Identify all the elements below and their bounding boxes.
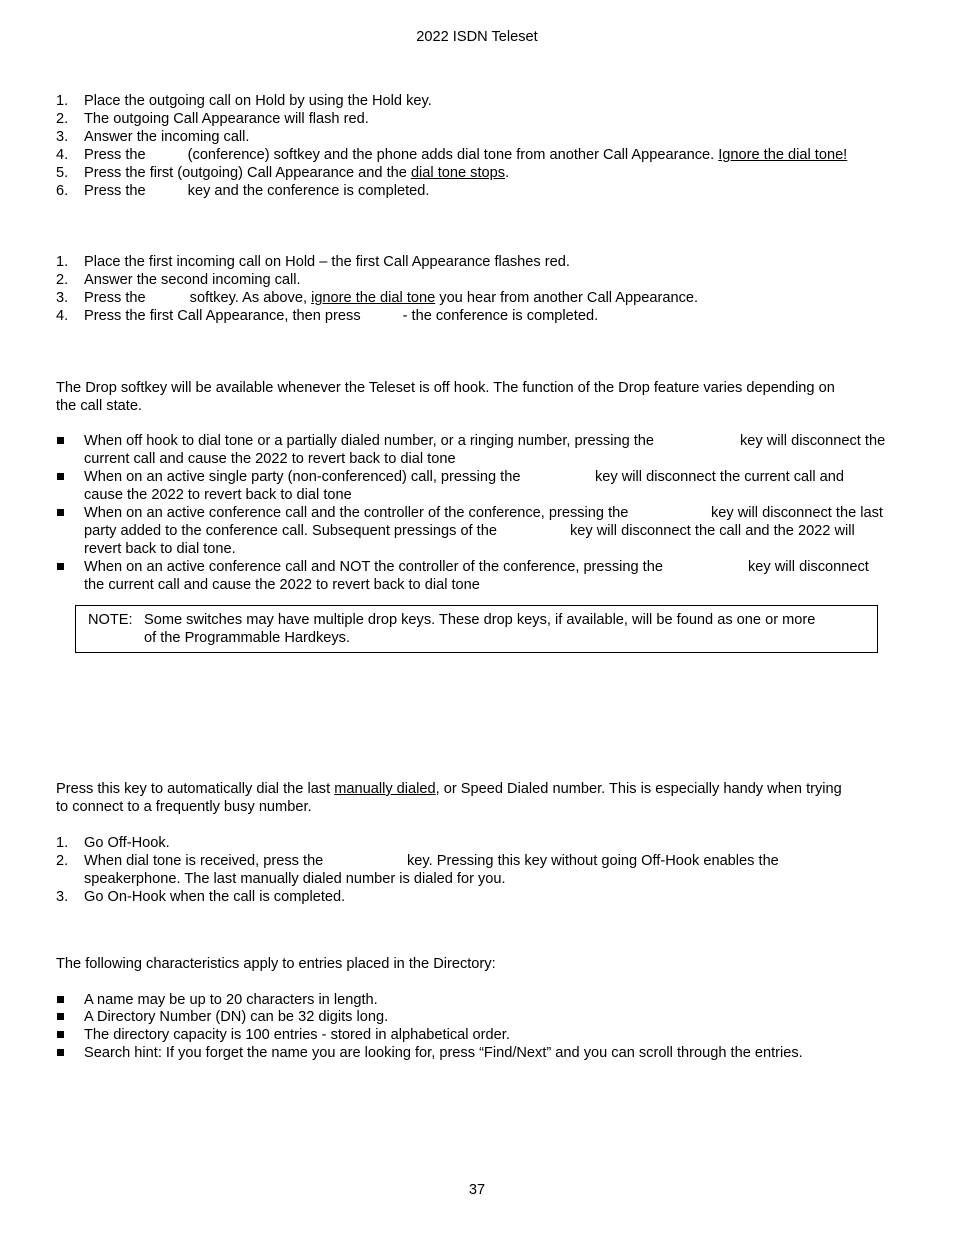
step-number: 5. — [56, 165, 69, 181]
step-number: 1. — [56, 254, 69, 270]
page-number: 37 — [468, 1182, 486, 1198]
step-number: 4. — [56, 147, 69, 163]
underlined-emphasis: manually dialed — [334, 781, 436, 797]
bullet-text: Search hint: If you forget the name you are looking for, press “Find/Next” and you can scroll through the entries. — [84, 1045, 803, 1061]
step-text — [84, 146, 847, 164]
step-text — [84, 307, 598, 325]
redial-intro-line — [56, 780, 842, 798]
underlined-emphasis: ignore the dial tone — [311, 290, 436, 306]
note-text: Some switches may have multiple drop keys. These drop keys, if available, will be found as one or more — [144, 612, 816, 628]
step-text: Place the first incoming call on Hold – the first Call Appearance flashes red. — [84, 254, 570, 270]
drop-intro-line: the call state. — [56, 398, 142, 414]
step-text: key. Pressing this key without going Off-Hook enables the — [407, 853, 779, 869]
underlined-emphasis: dial tone stops — [410, 165, 506, 181]
bullet-text: key will disconnect the last — [711, 505, 883, 521]
bullet-text: key will disconnect — [748, 559, 869, 575]
bullet-text: the current call and cause the 2022 to revert back to dial tone — [84, 577, 480, 593]
bullet-marker — [57, 509, 64, 516]
step-text: When dial tone is received, press the — [84, 853, 324, 869]
step-text: speakerphone. The last manually dialed number is dialed for you. — [84, 871, 506, 887]
step-text-part: you hear from another Call Appearance. — [435, 290, 699, 306]
step-text — [84, 289, 698, 307]
step-text-part: Press the first Call Appearance, then press — [84, 308, 361, 324]
step-text-part: key and the conference is completed. — [187, 183, 430, 199]
step-text-part: - the conference is completed. — [402, 308, 599, 324]
bullet-text: When on an active conference call and NOT the controller of the conference, pressing the — [84, 559, 663, 575]
note-box — [75, 605, 878, 653]
step-text-part: softkey. As above, — [189, 290, 312, 306]
step-text — [84, 182, 429, 200]
bullet-text: A Directory Number (DN) can be 32 digits long. — [84, 1009, 389, 1025]
step-text: Go On-Hook when the call is completed. — [84, 889, 346, 905]
step-text-part: Press the — [84, 147, 146, 163]
redial-intro-part: Press this key to automatically dial the last — [56, 781, 335, 797]
step-text: Answer the incoming call. — [84, 129, 250, 145]
step-number: 1. — [56, 93, 69, 109]
bullet-text: When on an active single party (non-conferenced) call, pressing the — [84, 469, 521, 485]
bullet-text: cause the 2022 to revert back to dial tone — [84, 487, 352, 503]
step-number: 2. — [56, 272, 69, 288]
bullet-marker — [57, 473, 64, 480]
bullet-text: The directory capacity is 100 entries - stored in alphabetical order. — [84, 1027, 510, 1043]
bullet-text: key will disconnect the current call and — [595, 469, 845, 485]
step-number: 4. — [56, 308, 69, 324]
step-text: Answer the second incoming call. — [84, 272, 301, 288]
step-text-part: . — [505, 165, 510, 181]
directory-intro: The following characteristics apply to entries placed in the Directory: — [56, 956, 496, 972]
bullet-text: key will disconnect the call and the 2022 will — [570, 523, 855, 539]
step-number: 2. — [56, 111, 69, 127]
step-text-part: Press the first (outgoing) Call Appearance and the — [84, 165, 411, 181]
bullet-text: party added to the conference call. Subsequent pressings of the — [84, 523, 497, 539]
bullet-marker — [57, 996, 64, 1003]
step-text-part: Press the — [84, 183, 146, 199]
bullet-marker — [57, 1013, 64, 1020]
step-number: 6. — [56, 183, 69, 199]
redial-intro-part: , or Speed Dialed number. This is especially handy when trying — [435, 781, 842, 797]
step-text: Place the outgoing call on Hold by using the Hold key. — [84, 93, 432, 109]
step-number: 3. — [56, 290, 69, 306]
step-number: 3. — [56, 889, 69, 905]
bullet-marker — [57, 563, 64, 570]
step-text — [84, 164, 509, 182]
bullet-text: A name may be up to 20 characters in length. — [84, 992, 378, 1008]
note-label: NOTE: — [88, 612, 133, 628]
underlined-emphasis: Ignore the dial tone! — [718, 147, 848, 163]
step-text: The outgoing Call Appearance will flash red. — [84, 111, 369, 127]
drop-intro-line: The Drop softkey will be available whenever the Teleset is off hook. The function of the Drop feature varies depending on — [56, 380, 835, 396]
redial-intro-line: to connect to a frequently busy number. — [56, 799, 312, 815]
bullet-text: When off hook to dial tone or a partially dialed number, or a ringing number, pressing the — [84, 433, 655, 449]
step-text-part: Press the — [84, 290, 146, 306]
note-text: of the Programmable Hardkeys. — [144, 630, 351, 646]
step-text-part: (conference) softkey and the phone adds dial tone from another Call Appearance. — [187, 147, 719, 163]
step-number: 2. — [56, 853, 69, 869]
bullet-text: key will disconnect the — [740, 433, 886, 449]
bullet-text: revert back to dial tone. — [84, 541, 236, 557]
bullet-marker — [57, 1031, 64, 1038]
bullet-marker — [57, 1049, 64, 1056]
bullet-marker — [57, 437, 64, 444]
step-text: Go Off-Hook. — [84, 835, 170, 851]
bullet-text: When on an active conference call and the controller of the conference, pressing the — [84, 505, 629, 521]
step-number: 3. — [56, 129, 69, 145]
page-header-title: 2022 ISDN Teleset — [416, 29, 538, 45]
step-number: 1. — [56, 835, 69, 851]
bullet-text: current call and cause the 2022 to revert back to dial tone — [84, 451, 456, 467]
